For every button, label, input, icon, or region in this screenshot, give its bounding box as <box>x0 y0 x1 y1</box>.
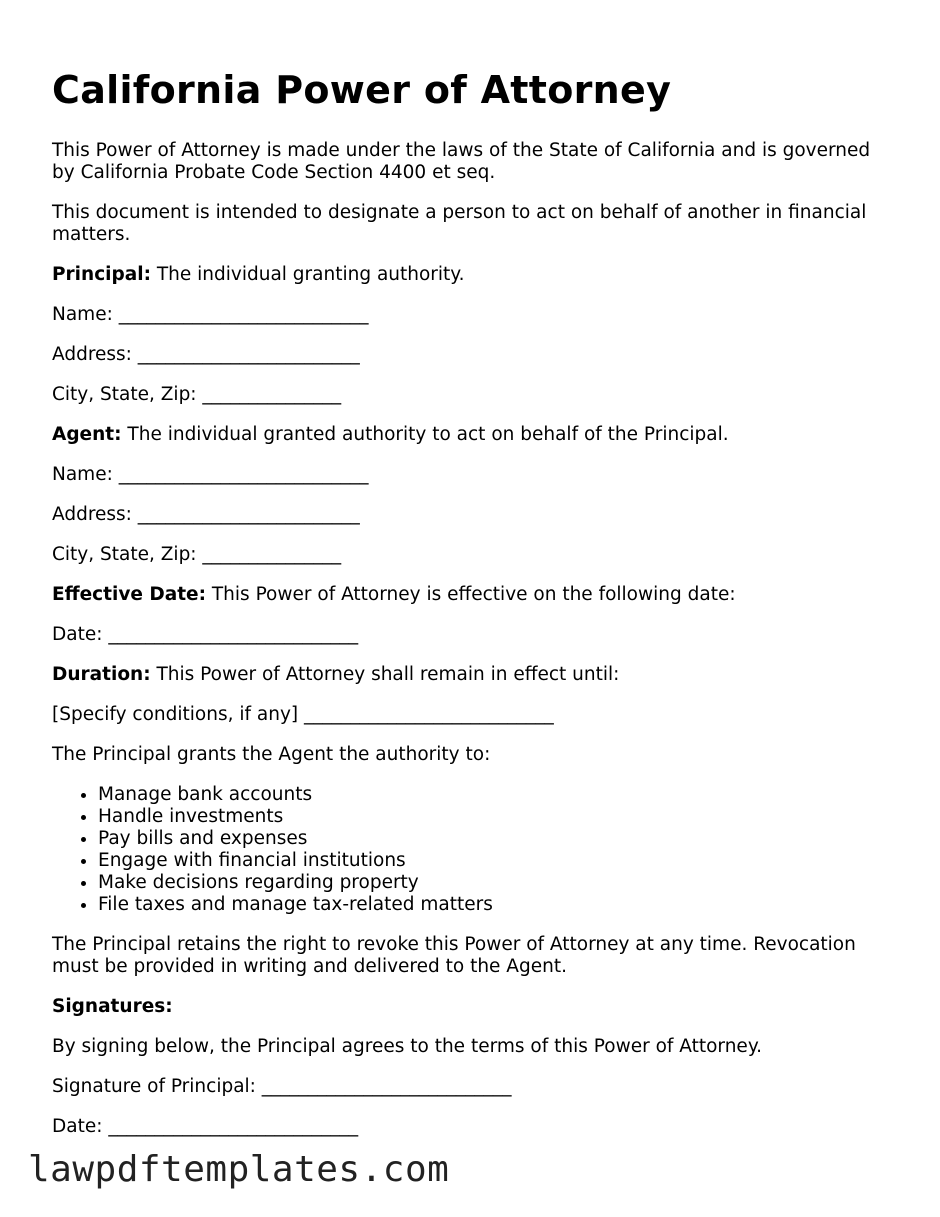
agent-address-field[interactable]: Address: ________________________ <box>52 504 360 525</box>
agent-section <box>52 424 892 446</box>
agent-heading: Agent: <box>52 424 122 445</box>
signatures-agreement: By signing below, the Principal agrees to the terms of this Power of Attorney. <box>52 1036 763 1057</box>
signatures-section <box>52 996 892 1018</box>
list-item: • Manage bank accounts <box>98 784 892 806</box>
principal-address-field[interactable]: Address: ________________________ <box>52 344 360 365</box>
principal-section <box>52 264 892 286</box>
authority-list <box>52 784 892 916</box>
duration-conditions-field[interactable]: [Specify conditions, if any] ___________________________ <box>52 704 554 725</box>
principal-city-field[interactable]: City, State, Zip: _______________ <box>52 384 342 405</box>
list-item: • Pay bills and expenses <box>98 828 892 850</box>
document-page <box>52 64 892 1156</box>
effective-date-field[interactable]: Date: ___________________________ <box>52 624 359 645</box>
duration-heading: Duration: <box>52 664 151 685</box>
agent-name-field[interactable]: Name: ___________________________ <box>52 464 369 485</box>
intro-paragraph: This Power of Attorney is made under the laws of the State of California and is governed by California Probate Code Section 4400 et seq. <box>52 140 871 183</box>
agent-description: The individual granted authority to act on behalf of the Principal. <box>121 424 729 445</box>
revocation-paragraph: The Principal retains the right to revoke this Power of Attorney at any time. Revocation must be provided in writing and delivered to the Agent. <box>52 934 856 977</box>
principal-signature-field[interactable]: Signature of Principal: ___________________________ <box>52 1076 512 1097</box>
authority-intro: The Principal grants the Agent the authority to: <box>52 744 491 765</box>
effective-date-heading: Effective Date: <box>52 584 206 605</box>
list-item: • Make decisions regarding property <box>98 872 892 894</box>
list-item: • Engage with financial institutions <box>98 850 892 872</box>
duration-section <box>52 664 892 686</box>
principal-description: The individual granting authority. <box>150 264 465 285</box>
principal-heading: Principal: <box>52 264 151 285</box>
agent-city-field[interactable]: City, State, Zip: _______________ <box>52 544 342 565</box>
page-title: California Power of Attorney <box>52 68 672 112</box>
duration-description: This Power of Attorney shall remain in effect until: <box>150 664 620 685</box>
principal-name-field[interactable]: Name: ___________________________ <box>52 304 369 325</box>
list-item: • File taxes and manage tax-related matters <box>98 894 892 916</box>
list-item: • Handle investments <box>98 806 892 828</box>
purpose-paragraph: This document is intended to designate a person to act on behalf of another in financial matters. <box>52 202 867 245</box>
effective-date-section <box>52 584 892 606</box>
signature-date-field[interactable]: Date: ___________________________ <box>52 1116 359 1137</box>
signatures-heading: Signatures: <box>52 996 173 1017</box>
effective-date-description: This Power of Attorney is effective on the following date: <box>206 584 736 605</box>
watermark: lawpdftemplates.com <box>28 1149 450 1190</box>
